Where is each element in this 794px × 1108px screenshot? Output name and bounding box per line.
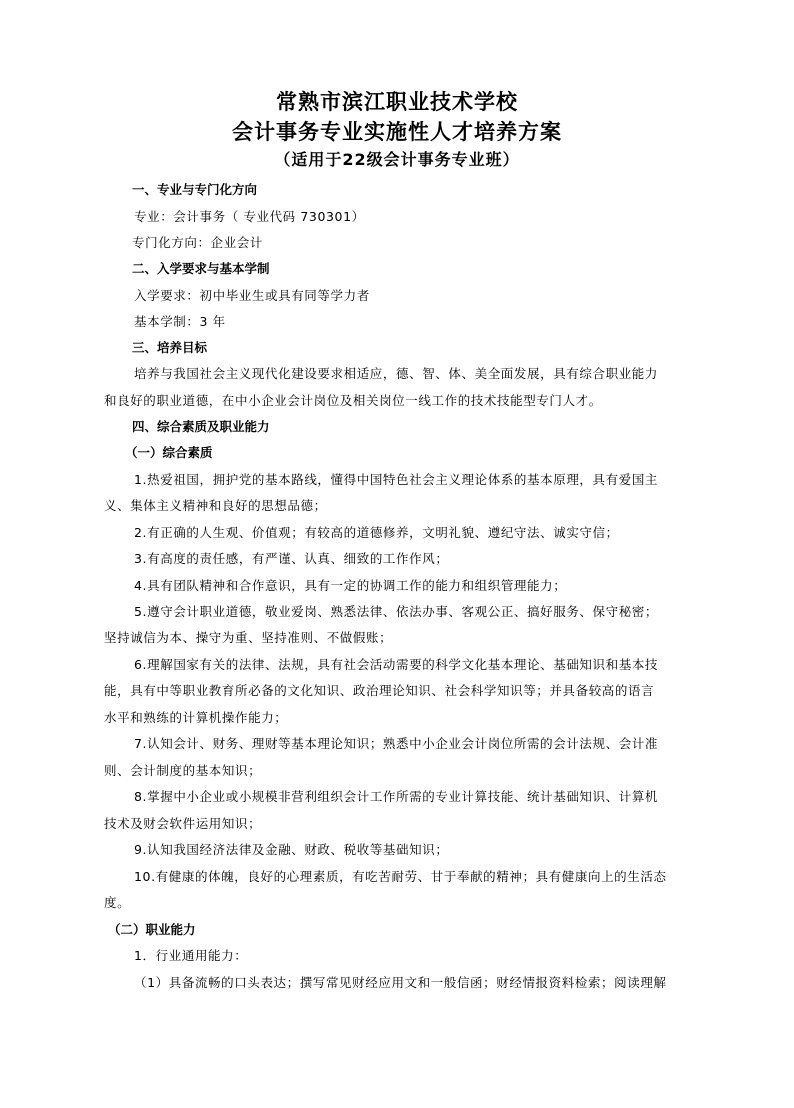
major-line: 专业：会计事务（ 专业代码 730301） (134, 209, 365, 224)
list-item: 则、会计制度的基本知识； (104, 763, 262, 778)
list-item: 8.掌握中小企业或小规模非营利组织会计工作所需的专业计算技能、统计基础知识、计算机 (134, 789, 659, 804)
paragraph-line: 和良好的职业道德，在中小企业会计岗位及相关岗位一线工作的技术技能型专门人才。 (104, 393, 602, 408)
program-subtitle: （适用于22级会计事务专业班） (274, 150, 520, 169)
list-item: 技术及财会软件运用知识； (104, 816, 262, 831)
duration-line: 基本学制：3 年 (134, 314, 226, 329)
list-item: 9.认知我国经济法律及金融、财政、税收等基础知识； (134, 842, 449, 857)
section-heading-1: 一、专业与专门化方向 (132, 182, 258, 197)
list-item: 2.有正确的人生观、价值观；有较高的道德修养，文明礼貌、遵纪守法、诚实守信； (134, 525, 619, 540)
list-item: 10.有健康的体魄，良好的心理素质，有吃苦耐劳、甘于奉献的精神；具有健康向上的生活态 (134, 869, 667, 884)
list-item: 1.热爱祖国，拥护党的基本路线，懂得中国特色社会主义理论体系的基本原理，具有爱国主 (134, 472, 659, 487)
list-item: 5.遵守会计职业道德，敬业爱岗、熟悉法律、依法办事、客观公正、搞好服务、保守秘密； (134, 604, 659, 619)
paragraph-line: 培养与我国社会主义现代化建设要求相适应，德、智、体、美全面发展，具有综合职业能力 (134, 366, 659, 381)
list-item: 3.有高度的责任感，有严谨、认真、细致的工作作风； (134, 551, 449, 566)
admission-line: 入学要求：初中毕业生或具有同等学力者 (134, 288, 370, 303)
paragraph-line: 1．行业通用能力： (134, 948, 248, 963)
direction-line: 专门化方向：企业会计 (132, 235, 264, 250)
list-item: 7.认知会计、财务、理财等基本理论知识；熟悉中小企业会计岗位所需的会计法规、会计准 (134, 736, 659, 751)
list-item: 6.理解国家有关的法律、法规，具有社会活动需要的科学文化基本理论、基础知识和基本技 (134, 657, 659, 672)
list-item: 水平和熟练的计算机操作能力； (104, 710, 288, 725)
subsection-heading: （一）综合素质 (125, 445, 213, 460)
list-item: 能，具有中等职业教育所必备的文化知识、政治理论知识、社会科学知识等；并具备较高的语言 (104, 683, 655, 698)
list-item: 4.具有团队精神和合作意识，具有一定的协调工作的能力和组织管理能力； (134, 578, 567, 593)
list-item: 度。 (104, 895, 131, 910)
list-item: 坚持诚信为本、操守为重、坚持准则、不做假账； (104, 630, 393, 645)
school-title: 常熟市滨江职业技术学校 (276, 90, 518, 114)
program-title: 会计事务专业实施性人才培养方案 (232, 120, 562, 144)
section-heading-4: 四、综合素质及职业能力 (132, 419, 270, 434)
section-heading-3: 三、培养目标 (132, 340, 208, 355)
subsection-heading: （二）职业能力 (108, 922, 196, 937)
paragraph-line: （1）具备流畅的口头表达；撰写常见财经应用文和一般信函；财经情报资料检索；阅读理解 (134, 975, 667, 990)
list-item: 义、集体主义精神和良好的思想品德； (104, 498, 327, 513)
section-heading-2: 二、入学要求与基本学制 (132, 261, 270, 276)
